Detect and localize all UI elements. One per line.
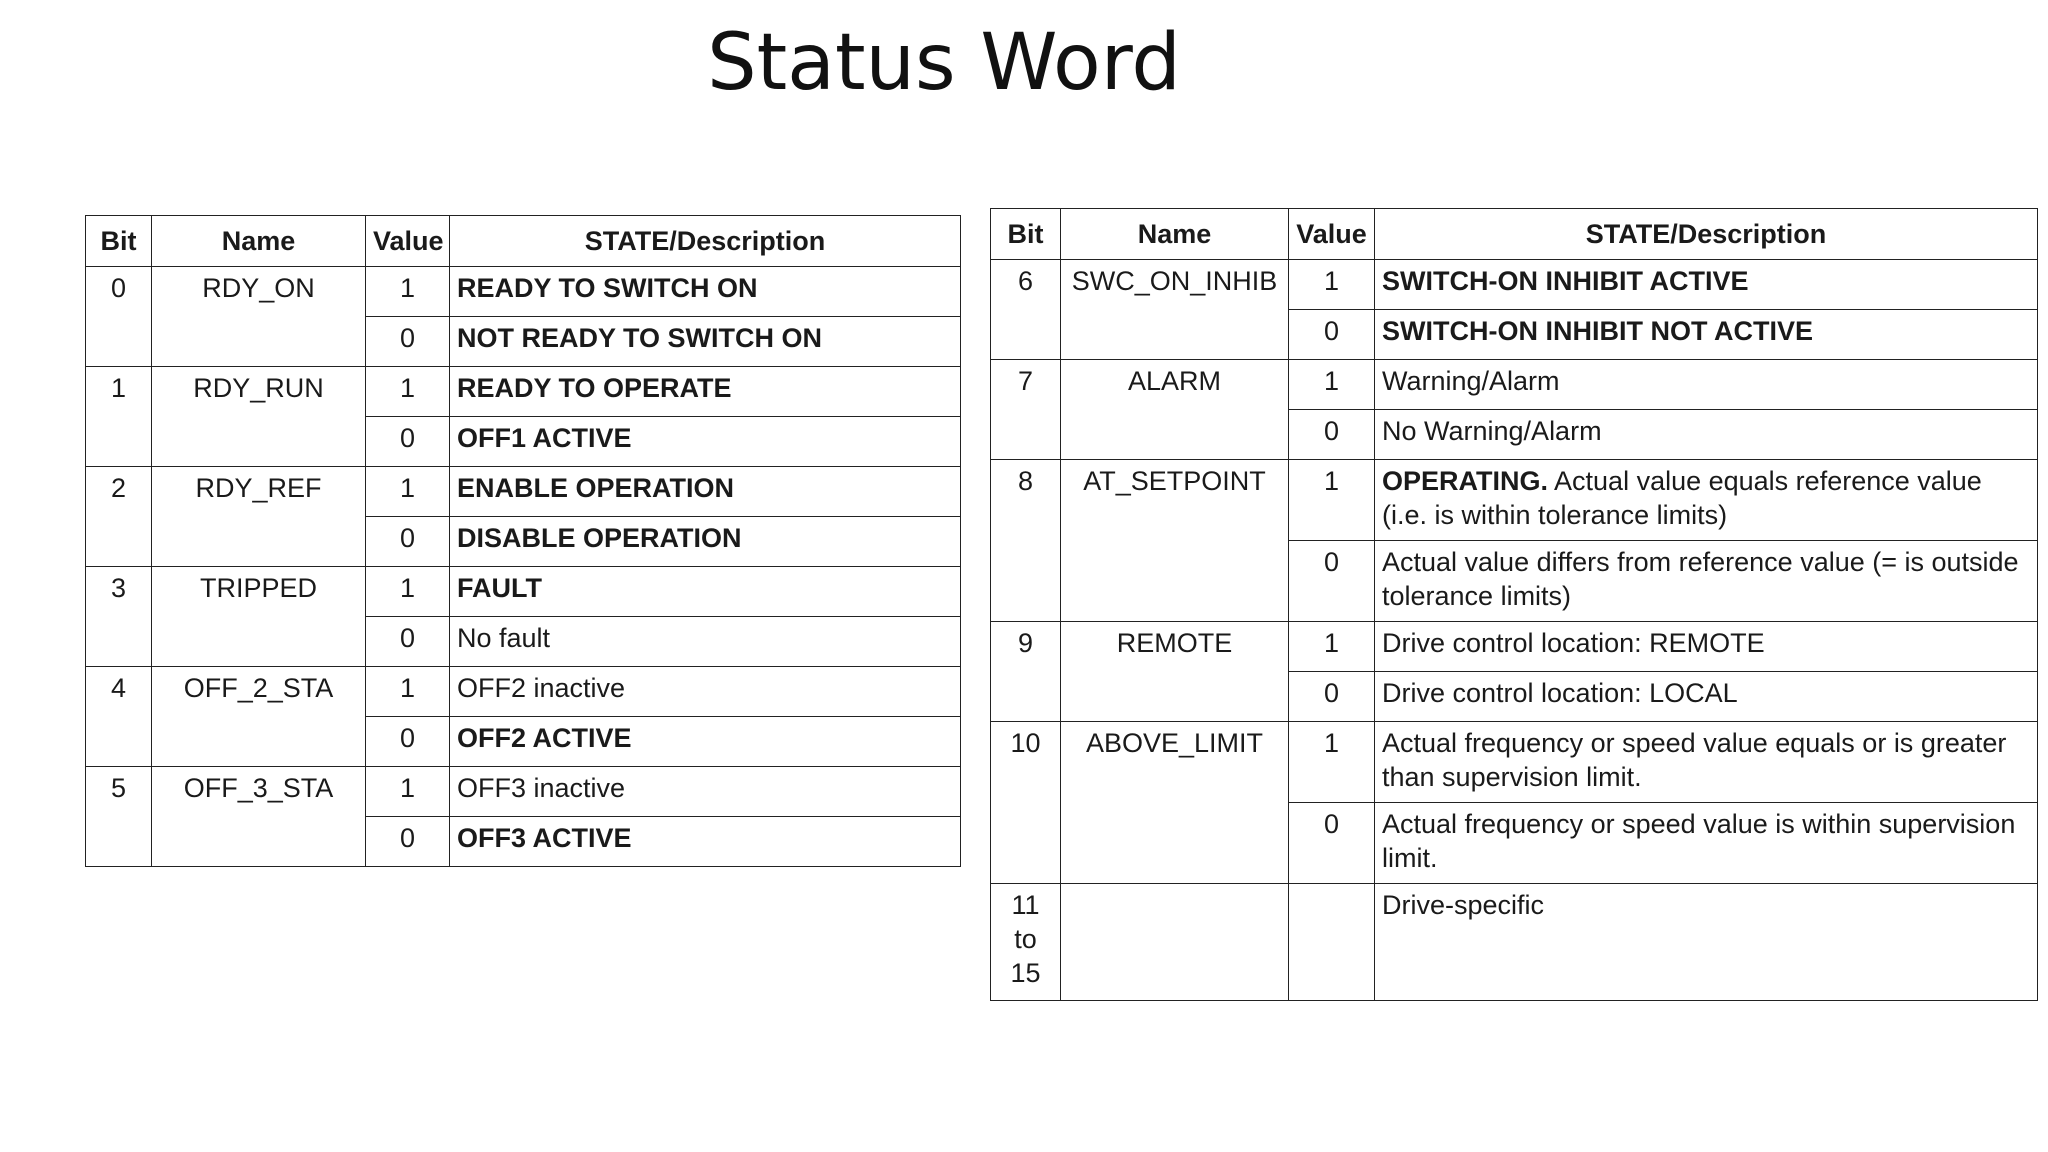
value-cell: 1 [366,667,450,717]
description-text: Actual value differs from reference value (= is outside tolerance limits) [1382,547,2019,611]
description-cell: ENABLE OPERATION [450,467,961,517]
name-cell: RDY_REF [152,467,366,567]
description-cell [1375,310,2038,360]
bit-cell: 9 [991,622,1061,722]
description-cell: NOT READY TO SWITCH ON [450,317,961,367]
bit-cell: 8 [991,460,1061,622]
description-cell: OFF3 inactive [450,767,961,817]
description-cell: No fault [450,617,961,667]
value-cell: 1 [366,467,450,517]
bit-cell: 11 to 15 [991,884,1061,1001]
description-text: Drive control location: LOCAL [1382,678,1738,708]
description-cell [1375,803,2038,884]
description-cell [1375,884,2038,1001]
name-cell: TRIPPED [152,567,366,667]
name-cell: OFF_2_STA [152,667,366,767]
value-cell: 0 [366,617,450,667]
header-name: Name [152,216,366,267]
name-cell: ALARM [1061,360,1289,460]
value-cell: 0 [366,317,450,367]
table-row [86,267,961,317]
value-cell: 0 [366,817,450,867]
value-cell: 1 [366,367,450,417]
description-bold: OPERATING. [1382,466,1549,496]
description-cell: FAULT [450,567,961,617]
bit-cell: 2 [86,467,152,567]
name-cell: AT_SETPOINT [1061,460,1289,622]
name-cell [1061,884,1289,1001]
description-cell [1375,460,2038,541]
header-name: Name [1061,209,1289,260]
description-cell: DISABLE OPERATION [450,517,961,567]
name-cell: RDY_RUN [152,367,366,467]
value-cell [1289,884,1375,1001]
table-row [86,467,961,517]
description-bold: SWITCH-ON INHIBIT NOT ACTIVE [1382,316,1813,346]
description-text: Actual frequency or speed value equals or is greater than supervision limit. [1382,728,2007,792]
header-bit: Bit [86,216,152,267]
description-cell: READY TO OPERATE [450,367,961,417]
name-cell: SWC_ON_INHIB [1061,260,1289,360]
bit-cell: 1 [86,367,152,467]
header-value: Value [366,216,450,267]
value-cell: 1 [1289,260,1375,310]
description-cell: OFF2 inactive [450,667,961,717]
description-cell [1375,360,2038,410]
table-header-row [86,216,961,267]
table-row [991,460,2038,541]
description-cell: READY TO SWITCH ON [450,267,961,317]
bit-cell: 4 [86,667,152,767]
bit-cell: 3 [86,567,152,667]
value-cell: 0 [366,417,450,467]
header-description: STATE/Description [450,216,961,267]
table-header-row [991,209,2038,260]
description-cell [1375,410,2038,460]
value-cell: 1 [1289,460,1375,541]
table-row [991,260,2038,310]
description-cell [1375,672,2038,722]
value-cell: 0 [1289,310,1375,360]
table-row [991,884,2038,1001]
description-cell: OFF2 ACTIVE [450,717,961,767]
value-cell: 0 [366,517,450,567]
bit-cell: 7 [991,360,1061,460]
value-cell: 0 [1289,672,1375,722]
description-text: Actual frequency or speed value is within supervision limit. [1382,809,2016,873]
name-cell: ABOVE_LIMIT [1061,722,1289,884]
description-text: No Warning/Alarm [1382,416,1602,446]
table-row [991,722,2038,803]
value-cell: 1 [1289,622,1375,672]
table-row [86,767,961,817]
bit-cell: 10 [991,722,1061,884]
name-cell: REMOTE [1061,622,1289,722]
value-cell: 0 [1289,803,1375,884]
status-word-table-left [85,215,961,867]
header-description: STATE/Description [1375,209,2038,260]
value-cell: 1 [366,567,450,617]
description-text: Drive-specific [1382,890,1545,920]
header-value: Value [1289,209,1375,260]
header-bit: Bit [991,209,1061,260]
value-cell: 0 [1289,410,1375,460]
value-cell: 1 [1289,722,1375,803]
description-cell [1375,260,2038,310]
description-cell: OFF1 ACTIVE [450,417,961,467]
table-row [991,360,2038,410]
description-cell [1375,622,2038,672]
description-cell [1375,541,2038,622]
slide-title: Status Word [707,18,1181,108]
table-row [991,622,2038,672]
table-row [86,367,961,417]
table-row [86,567,961,617]
table-row [86,667,961,717]
value-cell: 0 [366,717,450,767]
bit-cell: 6 [991,260,1061,360]
bit-cell: 0 [86,267,152,367]
value-cell: 1 [366,267,450,317]
value-cell: 1 [1289,360,1375,410]
bit-cell: 5 [86,767,152,867]
description-cell: OFF3 ACTIVE [450,817,961,867]
status-word-table-right [990,208,2038,1001]
description-text: Warning/Alarm [1382,366,1560,396]
name-cell: OFF_3_STA [152,767,366,867]
description-bold: SWITCH-ON INHIBIT ACTIVE [1382,266,1749,296]
description-cell [1375,722,2038,803]
description-text: Actual value equals reference value (i.e. is within tolerance limits) [1382,466,1982,530]
value-cell: 1 [366,767,450,817]
description-text: Drive control location: REMOTE [1382,628,1765,658]
name-cell: RDY_ON [152,267,366,367]
value-cell: 0 [1289,541,1375,622]
